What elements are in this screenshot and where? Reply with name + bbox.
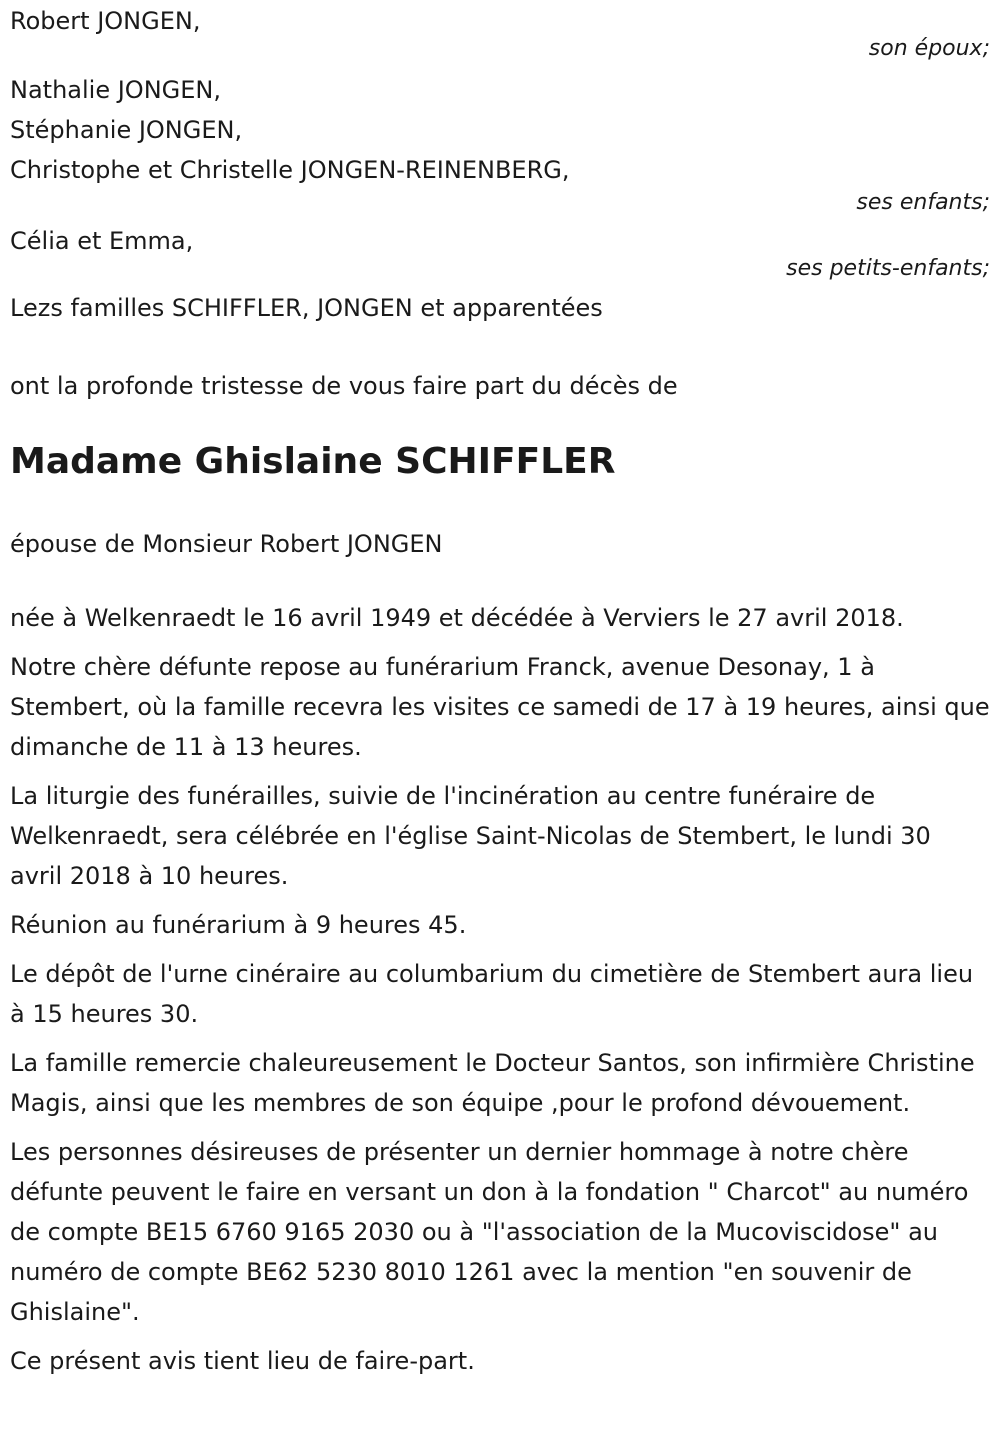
visitation-paragraph: Notre chère défunte repose au funérarium Franck, avenue Desonay, 1 à Stembert, où la famille recevra les visites ce samedi de 17 à 19 heures, ainsi que dimanche de 11 à 13 heures.	[10, 653, 990, 761]
thanks-paragraph: La famille remercie chaleureusement le Docteur Santos, son infirmière Christine Magis, ainsi que les membres de son équipe ,pour le profond dévouement.	[10, 1049, 975, 1117]
birth-death-paragraph: née à Welkenraedt le 16 avril 1949 et décédée à Verviers le 27 avril 2018.	[10, 604, 904, 632]
meeting-paragraph: Réunion au funérarium à 9 heures 45.	[10, 911, 467, 939]
child-name: Nathalie JONGEN,	[10, 76, 221, 104]
children-block	[10, 70, 990, 216]
child-name: Christophe et Christelle JONGEN-REINENBERG,	[10, 156, 570, 184]
spouse-role: son époux;	[868, 36, 990, 61]
funeral-paragraph: La liturgie des funérailles, suivie de l'incinération au centre funéraire de Welkenraedt, sera célébrée en l'église Saint-Nicolas de Stembert, le lundi 30 avril 2018 à 10 heures.	[10, 782, 931, 890]
grandchildren-role: ses petits-enfants;	[786, 256, 990, 281]
spouse-name: Robert JONGEN,	[10, 7, 201, 35]
families-line: Lezs familles SCHIFFLER, JONGEN et apparentées	[10, 294, 603, 322]
urn-paragraph: Le dépôt de l'urne cinéraire au columbarium du cimetière de Stembert aura lieu à 15 heures 30.	[10, 960, 974, 1028]
grandchildren-block	[10, 226, 990, 282]
grandchildren-names: Célia et Emma,	[10, 227, 194, 255]
closing-paragraph: Ce présent avis tient lieu de faire-part.	[10, 1347, 475, 1375]
child-name: Stéphanie JONGEN,	[10, 116, 243, 144]
donation-paragraph: Les personnes désireuses de présenter un dernier hommage à notre chère défunte peuvent le faire en versant un don à la fondation " Charcot" au numéro de compte BE15 6760 9165 2030 ou à "l'association de la Mucoviscidose" au numéro de compte BE62 5230 8010 1261 avec la mention "en souvenir de Ghislaine".	[10, 1138, 969, 1326]
announcement: ont la profonde tristesse de vous faire part du décès de	[10, 372, 678, 400]
spouse-block	[10, 0, 990, 62]
deceased-name: Madame Ghislaine SCHIFFLER	[10, 441, 616, 482]
children-role: ses enfants;	[856, 190, 990, 215]
spouse-of-line: épouse de Monsieur Robert JONGEN	[10, 530, 443, 558]
notice-body	[10, 598, 990, 1381]
